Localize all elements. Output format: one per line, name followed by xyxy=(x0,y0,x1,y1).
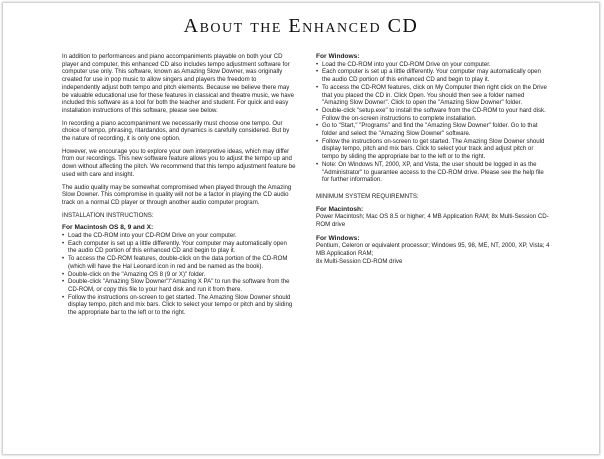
right-column xyxy=(316,53,550,268)
page-title: About the Enhanced CD xyxy=(183,15,419,37)
mac-install-list xyxy=(62,232,296,317)
document-page xyxy=(3,3,599,454)
list-item: • Go to "Start," "Programs" and find the "Amazing Slow Downer" folder. Go to that folder and select the "Amazing Slow Downer" software. xyxy=(316,122,550,137)
list-item: • To access the CD-ROM features, double-click on the data portion of the CD-ROM (which will have the Hal Leonard icon in red and be named as the book). xyxy=(62,255,296,270)
mac-requirements: Power Macintosh; Mac OS 8.5 or higher; 4 MB Application RAM; 8x Multi-Session CD-ROM drive xyxy=(316,213,549,229)
list-item: • Double-click "setup.exe" to install the software from the CD-ROM to your hard disk. Follow the on-screen instructions to complete installation. xyxy=(316,107,550,122)
tempo-paragraph: In recording a piano accompaniment we necessarily must choose one tempo. Our choice of tempo, phrasing, ritardandos, and dynamics is carefully considered. But by the nature of recording, it is only one option. xyxy=(62,119,290,143)
list-item: • Double-click on the "Amazing OS 8 (9 or X)" folder. xyxy=(62,271,296,279)
windows-requirements-heading: For Windows: xyxy=(316,234,360,242)
min-requirements-heading: MINIMUM SYSTEM REQUIREMNTS: xyxy=(316,192,419,200)
windows-install-heading: For Windows: xyxy=(316,53,360,60)
windows-install-list xyxy=(316,61,550,184)
list-item: • Load the CD-ROM into your CD-ROM Drive on your computer. xyxy=(62,232,296,240)
list-item: • Each computer is set up a little differently. Your computer may automatically open the audio CD portion of this enhanced CD and begin to play it. xyxy=(62,240,296,255)
list-item: • Each computer is set up a little differently. Your computer may automatically open the audio CD portion of this enhanced CD and begin to play it. xyxy=(316,68,550,83)
audio-quality-paragraph: The audio quality may be somewhat compromised when played through the Amazing Slow Downer. This compromise in quality will not be a factor in playing the CD audio track on a normal CD player or through another audio computer program. xyxy=(62,183,292,206)
windows-requirements-line: 8x Multi-Session CD-ROM drive xyxy=(316,257,403,265)
mac-install-heading: For Macintosh OS 8, 9 and X: xyxy=(62,224,154,232)
windows-requirements-line: Pentium, Celeron or equivalent processor; Windows 95, 98, ME, NT, 2000, XP, Vista; 4 MB Application RAM; xyxy=(316,242,550,258)
encourage-paragraph: However, we encourage you to explore your own interpretive ideas, which may differ from our recordings. This new software feature allows you to adjust the tempo up and down without affecting the pitch. We recommend that this tempo adjustment feature be used with care and insight. xyxy=(62,147,296,178)
list-item: • Follow the instructions on-screen to get started. The Amazing Slow Downer should display tempo, pitch and mix bars. Click to select your track and adjust pitch or tempo by sliding the appropriate bar to the left or to the right. xyxy=(316,138,550,161)
list-item: • Note: On Windows NT, 2000, XP, and Vista, the user should be logged in as the "Administrator" to guarantee access to the CD-ROM drive. Please see the help file for further information. xyxy=(316,161,550,184)
list-item: • Double-click "Amazing Slow Downer"/"Amazing X PA" to run the software from the CD-ROM, or copy this file to your hard disk and run it from there. xyxy=(62,278,296,293)
windows-requirements xyxy=(316,242,550,265)
mac-requirements-heading: For Macintosh: xyxy=(316,205,364,213)
intro-paragraph: In addition to performances and piano accompaniments playable on both your CD player and computer, this enhanced CD also includes tempo adjustment software for computer use only. This software, known as Amazing Slow Downer, was originally created for use in pop music to allow singers and players the freedom to independently adjust both tempo and pitch elements. Because we believe there may be valuable educational use for these features in classical and theatre music, we have included this software as a tool for both the teacher and student. For quick and easy installation instructions of this software, please see below. xyxy=(62,53,295,114)
installation-heading: INSTALLATION INSTRUCTIONS: xyxy=(62,211,154,219)
list-item: • To access the CD-ROM features, click on My Computer then right click on the Drive that you placed the CD in. Click Open. You should then see a folder named "Amazing Slow Downer". Click to open the "Amazing Slow Downer" folder. xyxy=(316,84,550,107)
left-column xyxy=(62,53,296,321)
list-item: • Follow the instructions on-screen to get started. The Amazing Slow Downer should display tempo, pitch and mix bars. Click to select your tempo or pitch and by sliding the appropriate bar to the left or to the right. xyxy=(62,294,296,317)
list-item: • Load the CD-ROM into your CD-ROM Drive on your computer. xyxy=(316,61,550,69)
